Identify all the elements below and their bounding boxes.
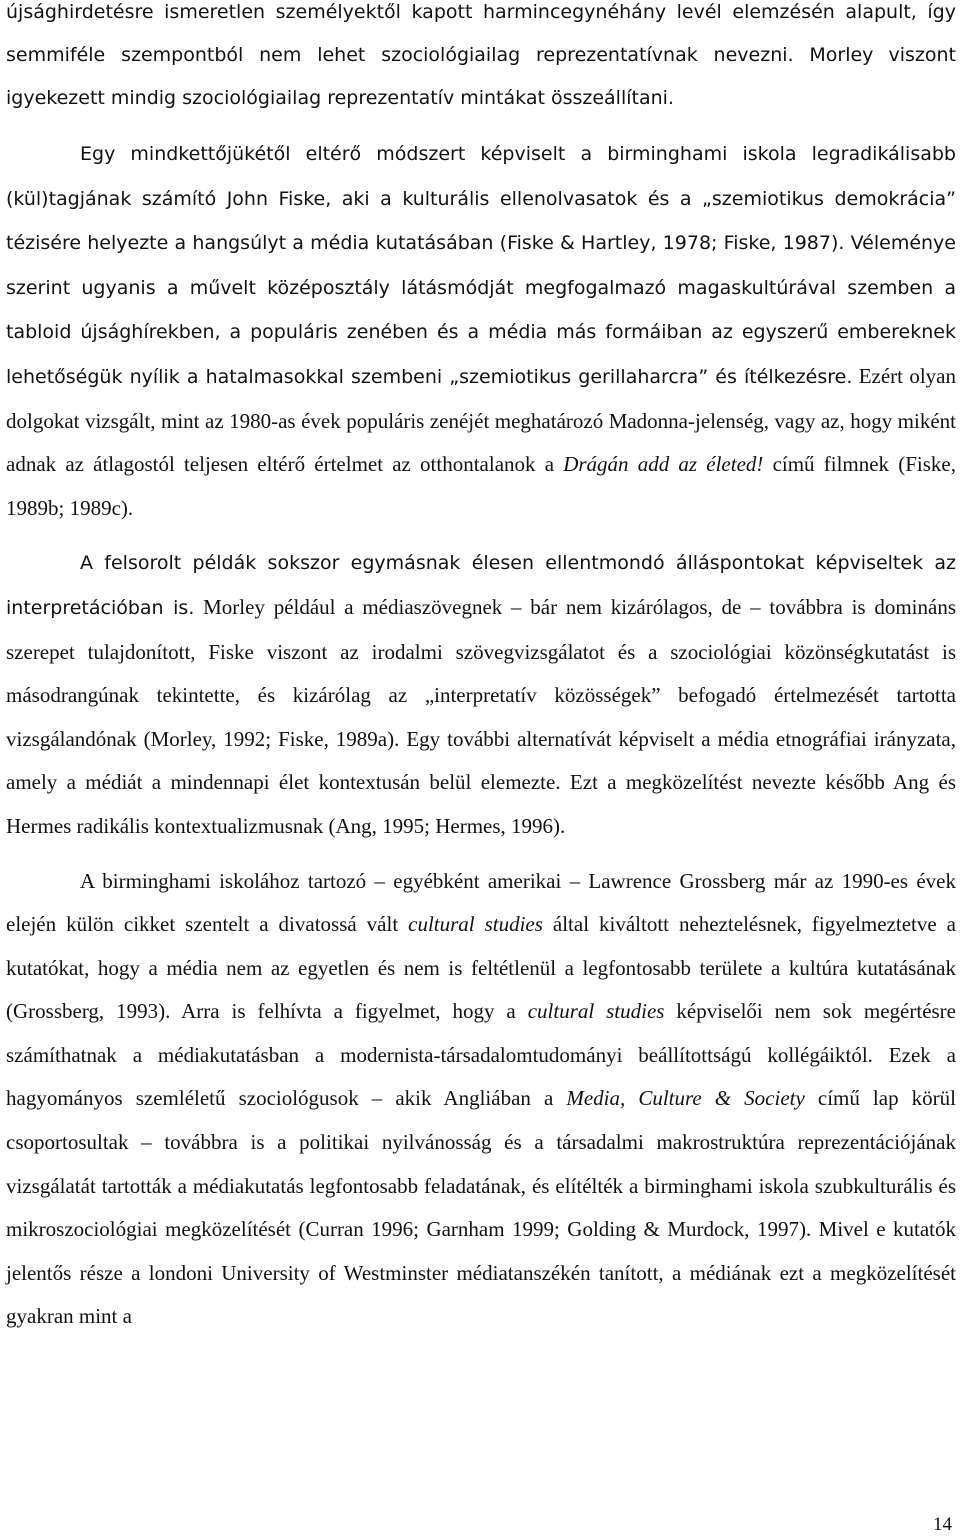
paragraph-grossberg-mid: által kiváltott neheztelésnek, figyelmeztetve a kutatókat, hogy a média nem az egyetlen és nem is feltétlenül a legfontosabb területe a kultúra kutatásának (Grossberg, 1993). Arra is felhívta a figyelmet, hogy a — [6, 912, 956, 1024]
italic-term-cultural-studies-2: cultural studies — [527, 999, 665, 1024]
main-text — [6, 132, 956, 1339]
intro-sentence-1: újsághirdetésre ismeretlen személyektől kapott harmincegynéhány levél elemzésén alapult, így semmiféle szempontból nem lehet szociológiailag reprezentatívnak nevezni. Morley — [6, 1, 956, 66]
paragraph-grossberg-start: A birminghami iskolához tartozó – egyébként amerikai – Lawrence Grossberg már az 1990-es évek elején külön cikket szentelt a divatossá vált — [6, 868, 956, 937]
paragraph-fiske-continued: Ezért olyan dolgokat vizsgált, mint az 1980-as évek populáris zenéjét meghatározó Madonna-jelenség, vagy az, hogy miként adnak az átlagostól teljesen eltérő értelmet az otthontalanok a — [6, 363, 956, 477]
paragraph-grossberg-cont: képviselői nem sok megértésre számíthatnak a médiakutatásban a modernista-társadalomtudományi beállítottságú kollégáiktól. Ezek a hagyományos szemléletű szociológusok – akik Angliában a — [6, 999, 956, 1111]
paragraph-fiske-text: Egy mindkettőjükétől eltérő módszert képviselt a birminghami iskola legradikálisabb (kül)tagjának számító John Fiske, aki a kulturális ellenolvasatok és a „szemiotikus demokrácia” tézisére helyezte a hangsúlyt a média kutatásában (Fiske & Hartley, 1978; Fiske, 1987). Véleménye szerint ugyanis a művelt középosztály látásmódját megfogalmazó magaskultúrával szemben a tabloid újsághírekben, a populáris zenében és a média más formáiban az egyszerű embereknek lehetőségük nyílik a hatalmasokkal szembeni „szemiotikus gerillaharcra” és ítélkezésre. — [6, 143, 956, 388]
paragraph-grossberg-end: című lap körül csoportosultak – továbbra is a politikai nyilvánosság és a társadalmi makrostruktúra reprezentációjának vizsgálatát tartották a médiakutatás legfontosabb feladatának, és elítélték a birminghami iskola szubkulturális és mikroszociológiai megközelítését (Curran 1996; Garnham 1999; Golding & Murdock, 1997). Mivel e kutatók jelentős része a londoni University of Westminster médiatanszékén tanított, a médiának ezt a megközelítését gyakran mint a — [6, 1086, 956, 1329]
journal-title: Media, Culture & Society — [566, 1086, 805, 1111]
paragraph-fiske — [6, 132, 956, 530]
paragraph-interpretation-lead: A felsorolt példák sokszor egymásnak élesen ellentmondó álláspontokat képviseltek az interpretációban is. — [6, 552, 956, 619]
paragraph-interpretation-body: Morley például a médiaszövegnek – bár nem kizárólagos, de – továbbra is domináns szerepet tulajdonított, Fiske viszont az irodalmi szövegvizsgálatot és a szociológiai közönségkutatást is másodrangúnak tekintette, és kizárólag az „interpretatív közösségek” befogadó értelmezését tartotta vizsgálandónak (Morley, 1992; Fiske, 1989a). Egy további alternatívát képviselt a média etnográfiai irányzata, amely a médiát a mindennapi élet kontextusán belül elemezte. Ezt a megközelítést nevezte később Ang és Hermes radikális kontextualizmusnak (Ang, 1995; Hermes, 1996). — [6, 594, 956, 838]
paragraph-grossberg — [6, 860, 956, 1340]
paragraph-fiske-end: című filmnek (Fiske, 1989b; 1989c). — [6, 452, 956, 520]
intro-sentence-2: viszont igyekezett mindig szociológiailag reprezentatív mintákat összeállítani. — [6, 44, 957, 109]
italic-term-cultural-studies: cultural studies — [408, 912, 543, 937]
page-number: 14 — [933, 1514, 952, 1535]
intro-text — [6, 0, 956, 119]
intro-paragraph — [6, 0, 956, 119]
film-title: Drágán add az életed! — [563, 452, 764, 477]
paragraph-interpretation — [6, 541, 956, 848]
